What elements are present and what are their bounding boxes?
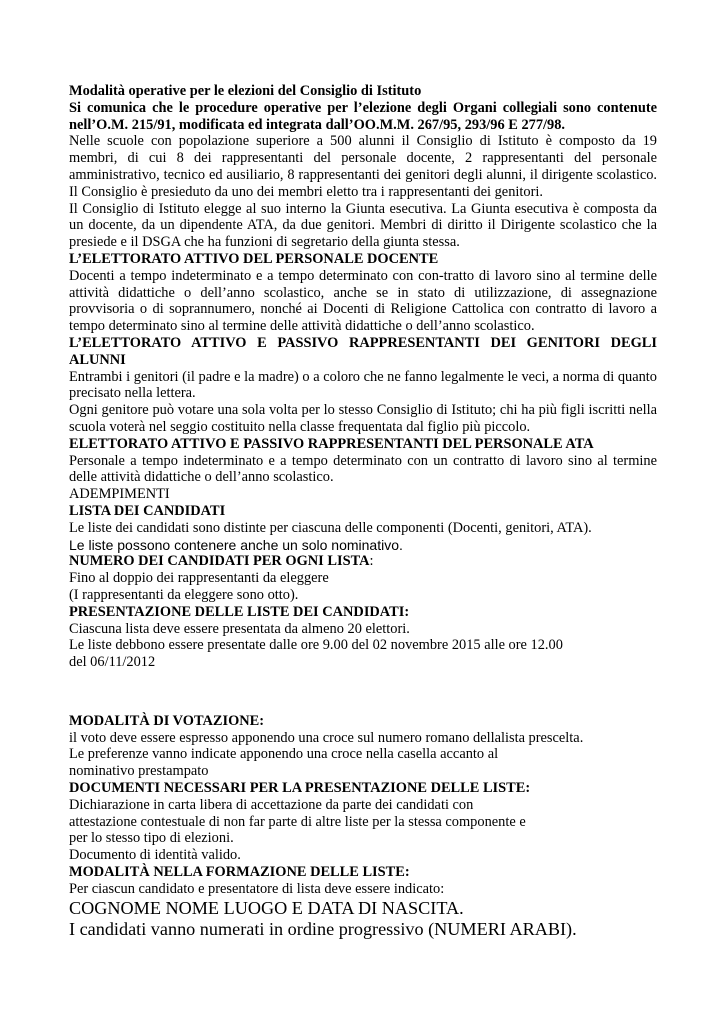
documenti-paragraph-3: per lo stesso tipo di elezioni. [69, 830, 234, 847]
presentazione-paragraph-1: Ciascuna lista deve essere presentata da almeno 20 elettori. [69, 620, 410, 637]
heading-numero-colon: : [369, 553, 374, 570]
numero-paragraph-1: Fino al doppio dei rappresentanti da eleggere [69, 570, 329, 587]
document-page [69, 83, 657, 940]
formazione-paragraph-3: I candidati vanno numerati in ordine progressivo (NUMERI ARABI). [69, 918, 577, 939]
giunta-paragraph: Il Consiglio di Istituto elegge al suo interno la Giunta esecutiva. La Giunta esecutiva è composta da un docente, da un dipendente ATA, da due genitori. Membri di diritto il Dirigente scolastico che la presiede e il DSGA che ha funzioni di segretario della giunta stessa. [69, 200, 657, 251]
document-title: Modalità operative per le elezioni del Consiglio di Istituto [69, 83, 422, 99]
documenti-paragraph-1: Dichiarazione in carta libera di accettazione da parte dei candidati con [69, 796, 474, 813]
presentazione-paragraph-3: del 06/11/2012 [69, 654, 156, 671]
blank-space [69, 671, 657, 713]
votazione-paragraph-1: il voto deve essere espresso apponendo una croce sul numero romano dellalista prescelta. [69, 729, 584, 746]
heading-elettorato-genitori: L’ELETTORATO ATTIVO E PASSIVO RAPPRESENTANTI DEI GENITORI DEGLI ALUNNI [69, 334, 657, 368]
documenti-paragraph-2: attestazione contestuale di non far parte di altre liste per la stessa componente e [69, 813, 526, 830]
heading-documenti-necessari: DOCUMENTI NECESSARI PER LA PRESENTAZIONE DELLE LISTE: [69, 780, 531, 797]
formazione-paragraph-1: Per ciascun candidato e presentatore di lista deve essere indicato: [69, 880, 445, 897]
docenti-paragraph: Docenti a tempo indeterminato e a tempo determinato con con-tratto di lavoro sino al termine delle attività didattiche o dell’anno scolastico, anche se in stato di utilizzazione, di assegnazione provvisoria o di soprannumero, nonché ai Docenti di Religione Cattolica con contratto di lavoro a tempo determinato sino al termine delle attività didattiche o dell’anno scolastico. [69, 267, 657, 335]
heading-elettorato-docenti: L’ELETTORATO ATTIVO DEL PERSONALE DOCENTE [69, 250, 439, 267]
heading-formazione-liste: MODALITÀ NELLA FORMAZIONE DELLE LISTE: [69, 864, 410, 881]
presentazione-paragraph-2: Le liste debbono essere presentate dalle ore 9.00 del 02 novembre 2015 alle ore 12.00 [69, 637, 563, 654]
composition-paragraph: Nelle scuole con popolazione superiore a 500 alunni il Consiglio di Istituto è composto da 19 membri, di cui 8 dei rappresentanti del personale docente, 2 rappresentanti del personale amministrativo, tecnico ed ausiliario, 8 rappresentanti dei genitori degli alunni, il dirigente scolastico. Il Consiglio è presieduto da uno dei membri eletto tra i rappresentanti dei genitori. [69, 133, 657, 200]
lista-paragraph-1: Le liste dei candidati sono distinte per ciascuna delle componenti (Docenti, genitori, ATA). [69, 519, 592, 536]
heading-numero-candidati: NUMERO DEI CANDIDATI PER OGNI LISTA [69, 553, 370, 570]
genitori-paragraph-1: Entrambi i genitori (il padre e la madre) o a coloro che ne fanno legalmente le veci, a norma di quanto precisato nella lettera. [69, 368, 657, 402]
numero-paragraph-2: (I rappresentanti da eleggere sono otto). [69, 586, 299, 603]
votazione-paragraph-2: Le preferenze vanno indicate apponendo una croce nella casella accanto al [69, 746, 499, 763]
lista-paragraph-2: Le liste possono contenere anche un solo nominativo. [69, 536, 403, 553]
intro-paragraph: Si comunica che le procedure operative per l’elezione degli Organi collegiali sono contenute nell’O.M. 215/91, modificata ed integrata dall’OO.M.M. 267/95, 293/96 E 277/98. [69, 99, 657, 133]
heading-lista-candidati: LISTA DEI CANDIDATI [69, 502, 226, 519]
formazione-paragraph-2: COGNOME NOME LUOGO E DATA DI NASCITA. [69, 897, 464, 918]
votazione-paragraph-3: nominativo prestampato [69, 763, 209, 780]
ata-paragraph: Personale a tempo indeterminato e a tempo determinato con un contratto di lavoro sino al termine delle attività didattiche o dell’anno scolastico. [69, 452, 657, 486]
heading-numero-candidati-line [69, 553, 657, 570]
heading-modalita-votazione: MODALITÀ DI VOTAZIONE: [69, 712, 265, 729]
genitori-paragraph-2: Ogni genitore può votare una sola volta per lo stesso Consiglio di Istituto; chi ha più figli iscritti nella scuola voterà nel seggio costituito nella classe frequentata dal figlio più piccolo. [69, 402, 657, 435]
heading-adempimenti: ADEMPIMENTI [69, 486, 170, 503]
heading-presentazione-liste: PRESENTAZIONE DELLE LISTE DEI CANDIDATI: [69, 603, 410, 620]
heading-elettorato-ata: ELETTORATO ATTIVO E PASSIVO RAPPRESENTANTI DEL PERSONALE ATA [69, 435, 594, 452]
documenti-paragraph-4: Documento di identità valido. [69, 847, 241, 864]
